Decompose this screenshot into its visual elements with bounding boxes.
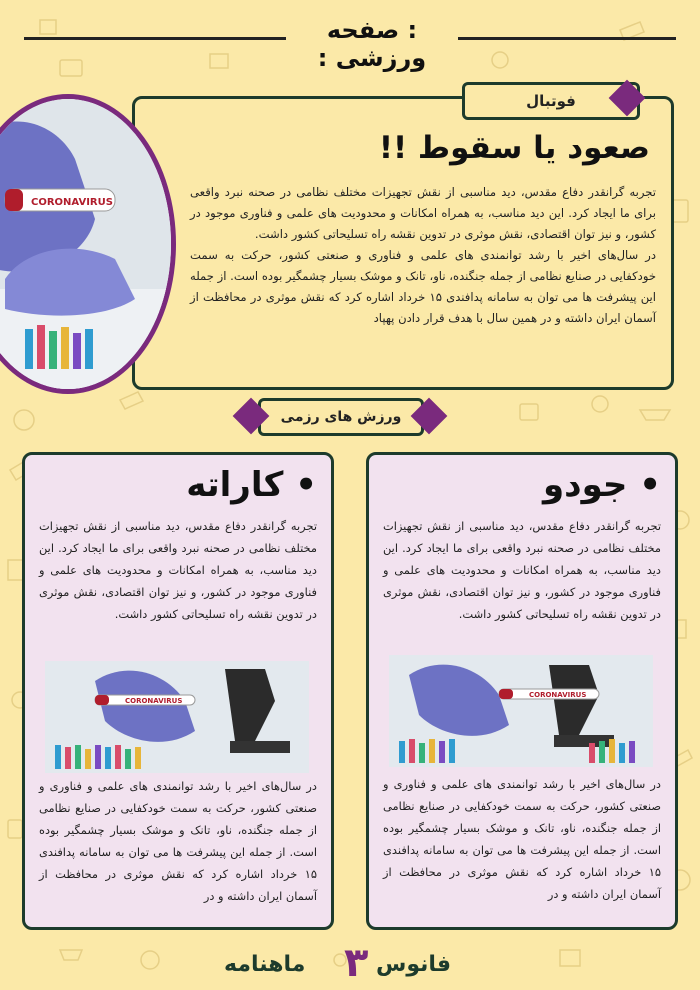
judo-paragraph-1: تجربه گرانقدر دفاع مقدس، دید مناسبی از نقش تجهیزات مختلف نظامی در صحنه نبرد واقعی برای ما ایجاد کرد. این دید مناسب، به همراه امکانات و محدودیت های علمی و فناوری موجود در کشور، و نیز توان اقتصادی، نقش موثری در تدوین نقشه راه تسلیحاتی کشور داشت.	[383, 519, 661, 621]
football-paragraph-2: در سال‌های اخیر با رشد توانمندی های علمی و فناوری و صنعتی کشور، حرکت به سمت خودکفایی در صنایع نظامی از جمله جنگنده، ناو، تانک و موشک بسیار چشمگیر بوده است. از جمله این پیشرفت ها می توان به سامانه پدافندی ۱۵ خرداد اشاره کرد که نقش موثری در محافظت از آسمان ایران داشته و در همین سال با هدف قرار دادن پهپاد	[190, 248, 656, 325]
page-title: : صفحه ورزشی :	[317, 16, 427, 72]
footer-masthead	[224, 938, 524, 988]
header-rule-left	[24, 37, 286, 40]
combat-tab-wrap	[232, 398, 448, 436]
football-headline: صعود یا سقوط !!	[378, 130, 650, 166]
football-paragraph-1: تجربه گرانقدر دفاع مقدس، دید مناسبی از نقش تجهیزات مختلف نظامی در صحنه نبرد واقعی برای ما ایجاد کرد. این دید مناسب، به همراه امکانات و محدودیت های علمی و فناوری موجود در کشور، و نیز توان اقتصادی، نقش موثری در تدوین نقشه راه تسلیحاتی کشور داشت.	[190, 185, 656, 241]
footer-issue-number: ۳	[344, 940, 369, 986]
karate-text-bottom	[39, 775, 317, 907]
karate-column	[22, 452, 334, 930]
judo-text-top	[383, 515, 661, 625]
footer-magazine-name: فانوس	[376, 952, 452, 977]
judo-text-bottom	[383, 773, 661, 905]
lab-photo	[0, 99, 171, 389]
football-body	[190, 182, 656, 329]
svg-text:CORONAVIRUS: CORONAVIRUS	[125, 697, 183, 705]
football-tab[interactable]: فوتبال	[462, 82, 640, 120]
header-rule-right	[458, 37, 676, 40]
karate-paragraph-2: در سال‌های اخیر با رشد توانمندی های علمی و فناوری و صنعتی کشور، حرکت به سمت خودکفایی در صنایع نظامی از جمله جنگنده، ناو، تانک و موشک بسیار چشمگیر بوده است. از جمله این پیشرفت ها می توان به سامانه پدافندی ۱۵ خرداد اشاره کرد که نقش موثری در محافظت از آسمان ایران داشته و در	[39, 779, 317, 903]
judo-paragraph-2: در سال‌های اخیر با رشد توانمندی های علمی و فناوری و صنعتی کشور، حرکت به سمت خودکفایی در صنایع نظامی از جمله جنگنده، ناو، تانک و موشک بسیار چشمگیر بوده است. از جمله این پیشرفت ها می توان به سامانه پدافندی ۱۵ خرداد اشاره کرد که نقش موثری در محافظت از آسمان ایران داشته و در	[383, 777, 661, 901]
svg-text:CORONAVIRUS: CORONAVIRUS	[529, 691, 587, 699]
svg-text:CORONAVIRUS: CORONAVIRUS	[31, 197, 113, 208]
combat-sports-tab[interactable]: ورزش های رزمی	[258, 398, 424, 436]
karate-paragraph-1: تجربه گرانقدر دفاع مقدس، دید مناسبی از نقش تجهیزات مختلف نظامی در صحنه نبرد واقعی برای ما ایجاد کرد. این دید مناسب، به همراه امکانات و محدودیت های علمی و فناوری موجود در کشور، و نیز توان اقتصادی، نقش موثری در تدوین نقشه راه تسلیحاتی کشور داشت.	[39, 519, 317, 621]
footer-magazine-word: ماهنامه	[224, 952, 306, 977]
judo-column	[366, 452, 678, 930]
karate-text-top	[39, 515, 317, 625]
judo-lab-image	[389, 655, 653, 767]
karate-lab-image	[45, 661, 309, 773]
judo-title: • جودو	[543, 465, 661, 505]
karate-title: • کاراته	[186, 465, 317, 505]
